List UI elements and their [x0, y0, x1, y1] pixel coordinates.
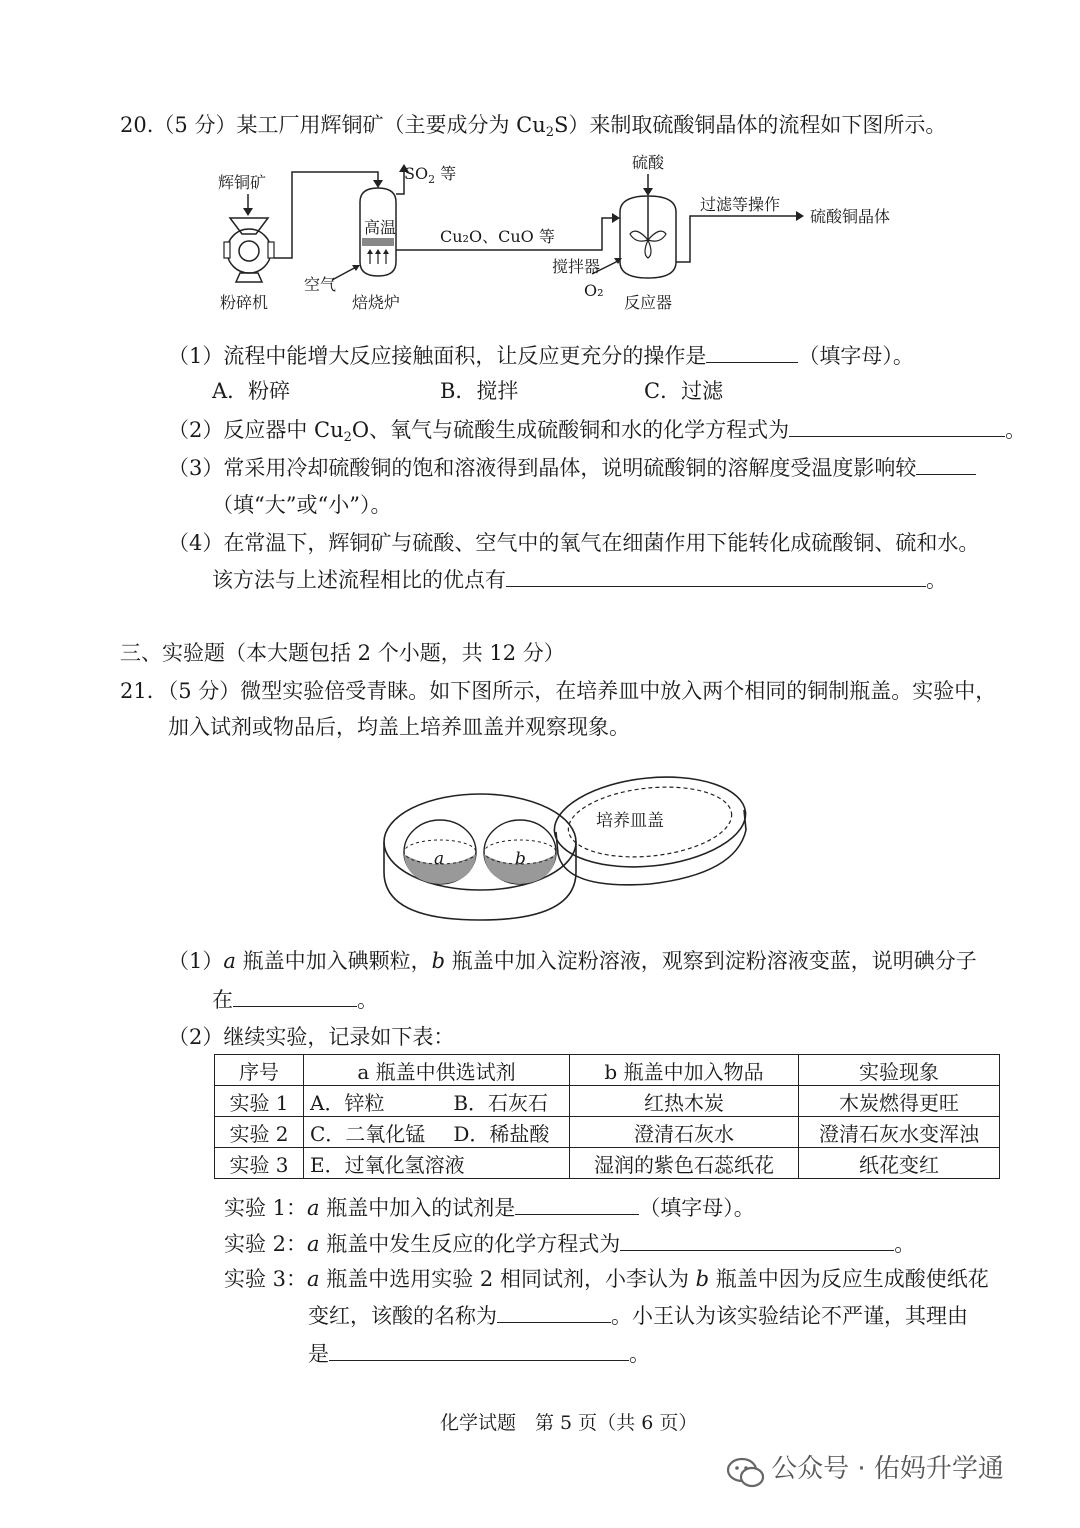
- answer-blank[interactable]: [497, 1300, 611, 1323]
- label-cap-b: b: [515, 849, 526, 869]
- answer-blank[interactable]: [916, 452, 976, 475]
- q21-exp2: 实验 2：a 瓶盖中发生反应的化学方程式为 。: [224, 1228, 915, 1259]
- q21-part2: （2）继续实验，记录如下表：: [168, 1025, 455, 1049]
- section-heading: 三、实验题（本大题包括 2 个小题，共 12 分）: [120, 641, 565, 665]
- label-high-temp: 高温: [364, 218, 397, 237]
- table-cell: E．过氧化氢溶液: [304, 1148, 570, 1179]
- label-stirrer: 搅拌器: [552, 257, 601, 276]
- wechat-icon: [726, 1456, 766, 1490]
- q21-exp3-line3: 是 。: [308, 1338, 650, 1369]
- q21-stem-line2: 加入试剂或物品后，均盖上培养皿盖并观察现象。: [168, 715, 630, 739]
- q21-part1-line2: 在 。: [212, 984, 378, 1015]
- table-cell: D．稀盐酸: [447, 1117, 569, 1148]
- label-roaster: 焙烧炉: [352, 293, 401, 312]
- q20-part2: （2）反应器中 $Cu_2O$、氧气与硫酸生成硫酸铜和水的化学方程式为 。: [168, 414, 1026, 453]
- answer-blank[interactable]: [706, 340, 798, 363]
- experiment-table: [214, 1054, 1000, 1179]
- table-header: a 瓶盖中供选试剂: [304, 1055, 570, 1086]
- q20-option-a: A．粉碎: [212, 379, 291, 403]
- table-cell: 实验 2: [215, 1117, 304, 1148]
- table-cell: C．二氧化锰: [304, 1117, 448, 1148]
- table-cell: 实验 1: [215, 1086, 304, 1117]
- answer-blank[interactable]: [515, 1192, 639, 1215]
- table-header-row: [215, 1055, 1000, 1086]
- answer-blank[interactable]: [233, 984, 357, 1007]
- table-header: 序号: [215, 1055, 304, 1086]
- q21-exp3: 实验 3：a 瓶盖中选用实验 2 相同试剂，小李认为 b 瓶盖中因为反应生成酸使纸花: [224, 1267, 989, 1291]
- answer-blank[interactable]: [506, 564, 926, 587]
- q20-part3-line2: （填“大”或“小”）。: [212, 493, 392, 517]
- q20-part4-line2: 该方法与上述流程相比的优点有 。: [212, 564, 947, 595]
- label-dish-lid: 培养皿盖: [596, 811, 664, 831]
- label-acid: 硫酸: [632, 153, 665, 172]
- table-cell: 澄清石灰水变浑浊: [799, 1117, 1000, 1148]
- table-header: 实验现象: [799, 1055, 1000, 1086]
- table-cell: B．石灰石: [447, 1086, 569, 1117]
- label-product: 硫酸铜晶体: [810, 207, 891, 226]
- table-cell: A．锌粒: [304, 1086, 448, 1117]
- watermark: 公众号 · 佑妈升学通: [726, 1448, 1004, 1490]
- table-cell: 红热木炭: [570, 1086, 799, 1117]
- answer-blank[interactable]: [620, 1228, 894, 1251]
- label-ore: 辉铜矿: [218, 173, 267, 192]
- table-cell: 实验 3: [215, 1148, 304, 1179]
- q20-score: （5 分）: [153, 113, 237, 137]
- label-air: 空气: [304, 275, 337, 294]
- label-so2: $SO_2$ 等: [404, 164, 457, 186]
- petri-dish-figure: [380, 760, 760, 930]
- table-cell: 湿润的紫色石蕊纸花: [570, 1148, 799, 1179]
- q21-part1: （1）a 瓶盖中加入碘颗粒，b 瓶盖中加入淀粉溶液，观察到淀粉溶液变蓝，说明碘分子: [168, 949, 977, 973]
- q20-number: 20.: [120, 113, 154, 137]
- label-cap-a: a: [434, 849, 445, 869]
- table-row: [215, 1148, 1000, 1179]
- q20-flow-diagram: [200, 150, 920, 320]
- table-row: [215, 1086, 1000, 1117]
- q21-stem: 21．（5 分）微型实验倍受青睐。如下图所示，在培养皿中放入两个相同的铜制瓶盖。实验中，: [120, 679, 997, 703]
- label-crusher: 粉碎机: [220, 293, 269, 312]
- label-o2: O₂: [584, 281, 604, 300]
- table-row: [215, 1117, 1000, 1148]
- q20-stem: 20.（5 分）某工厂用辉铜矿（主要成分为 $Cu_2S$）来制取硫酸铜晶体的流程如下图所示。: [120, 113, 947, 140]
- table-cell: 木炭燃得更旺: [799, 1086, 1000, 1117]
- table-cell: 纸花变红: [799, 1148, 1000, 1179]
- table-header: b 瓶盖中加入物品: [570, 1055, 799, 1086]
- label-reactor: 反应器: [624, 293, 673, 312]
- page-footer: 化学试题 第 5 页（共 6 页）: [440, 1412, 698, 1434]
- q21-exp3-line2: 变红，该酸的名称为 。小王认为该实验结论不严谨，其理由: [308, 1300, 968, 1331]
- label-oxides: Cu₂O、CuO 等: [440, 227, 555, 246]
- q20-option-c: C．过滤: [644, 379, 724, 403]
- table-cell: 澄清石灰水: [570, 1117, 799, 1148]
- q20-part1: （1）流程中能增大反应接触面积，让反应更充分的操作是 （填字母）。: [168, 340, 914, 371]
- answer-blank[interactable]: [789, 414, 1005, 437]
- crusher-icon: [224, 218, 274, 282]
- answer-blank[interactable]: [329, 1338, 629, 1361]
- q20-part4: （4）在常温下，辉铜矿与硫酸、空气中的氧气在细菌作用下能转化成硫酸铜、硫和水。: [168, 531, 980, 555]
- label-filter: 过滤等操作: [700, 195, 781, 214]
- q21-exp1: 实验 1：a 瓶盖中加入的试剂是 （填字母）。: [224, 1192, 755, 1223]
- reactor-icon: [620, 196, 676, 278]
- q20-part3: （3）常采用冷却硫酸铜的饱和溶液得到晶体，说明硫酸铜的溶解度受温度影响较: [168, 452, 976, 483]
- q20-option-b: B．搅拌: [440, 379, 519, 403]
